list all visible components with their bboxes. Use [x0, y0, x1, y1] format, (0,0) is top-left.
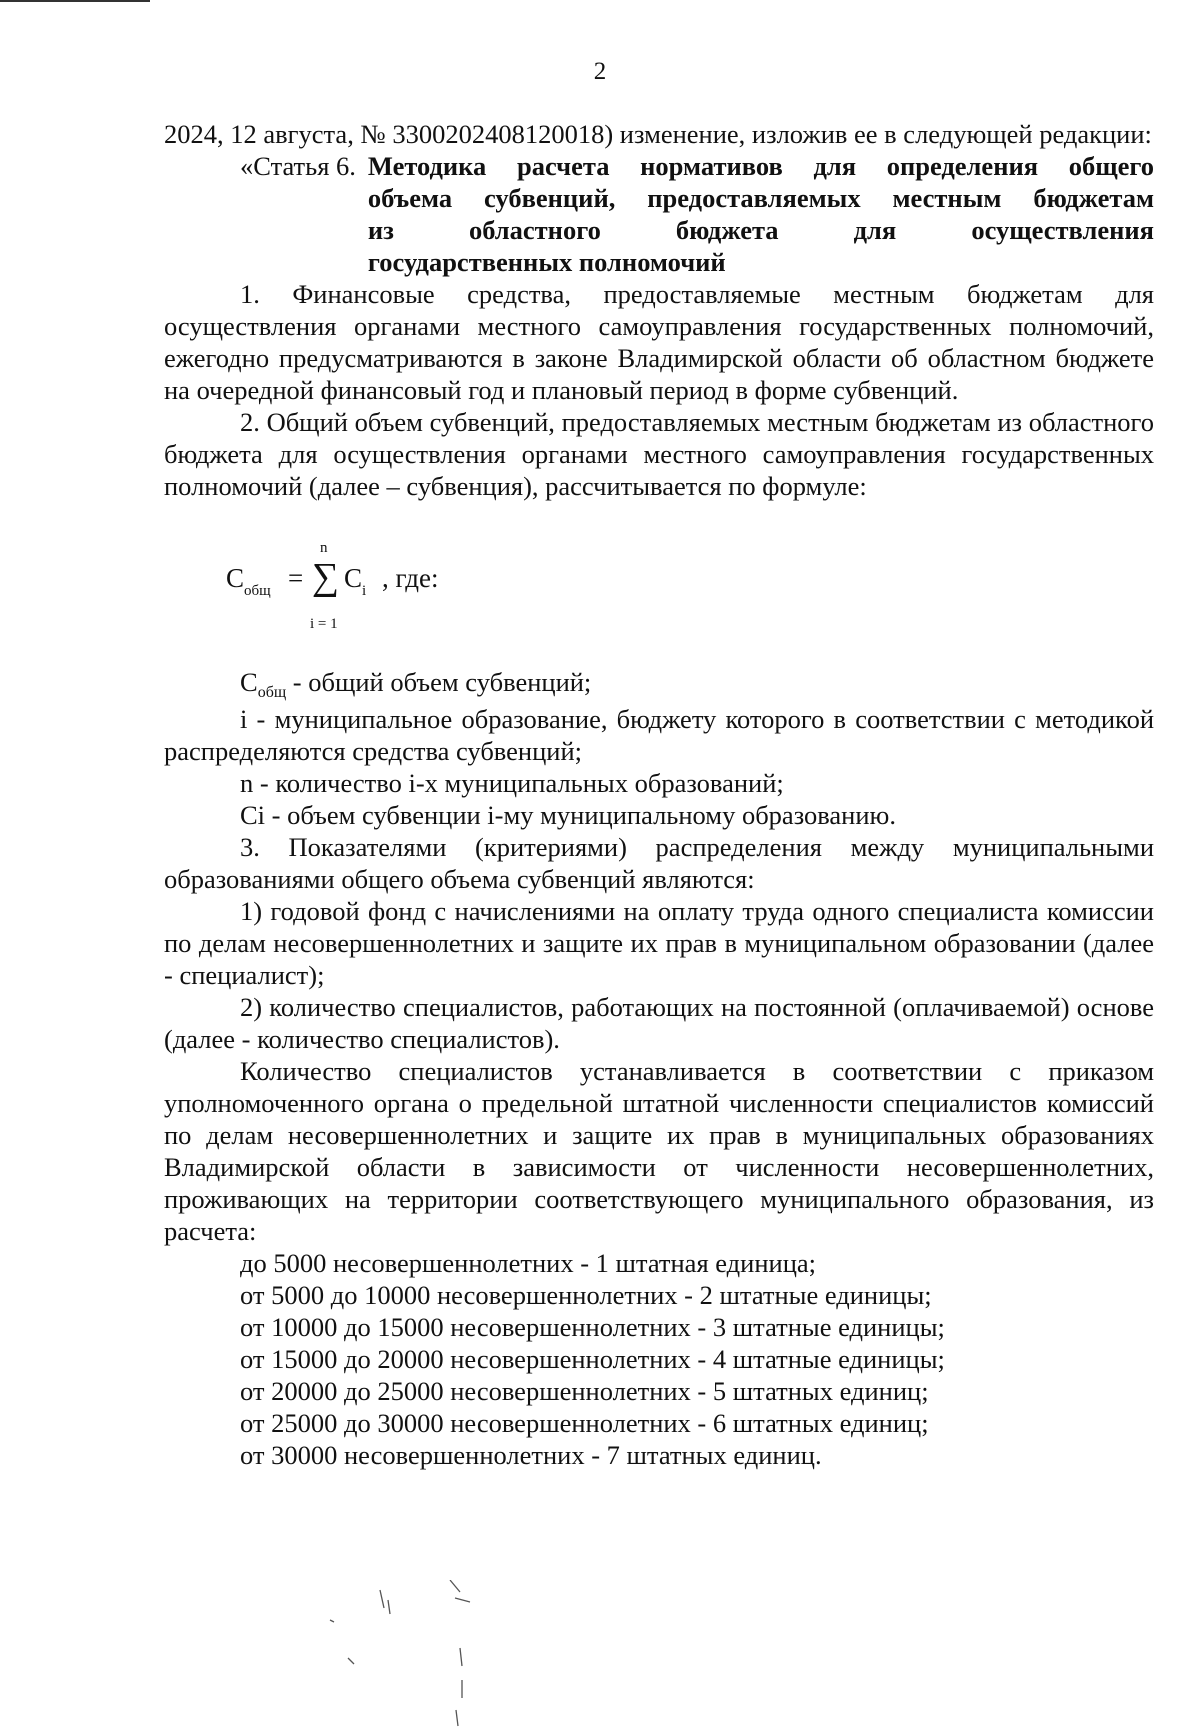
staff-list-item: от 25000 до 30000 несовершеннолетних - 6 штатных единиц;: [240, 1408, 929, 1438]
article-heading: [240, 150, 1154, 278]
definition-i: i - муниципальное образование, бюджету которого в соответствии с методикой распределяются средства субвенций;: [164, 704, 1154, 766]
article-title-line: объема субвенций, предоставляемых местным бюджетам: [367, 183, 1154, 213]
article-title-line: Методика расчета нормативов для определения общего: [367, 151, 1154, 181]
paragraph-2: 2. Общий объем субвенций, предоставляемых местным бюджетам из областного бюджета для осуществления органами местного самоуправления государственных полномочий (далее – субвенция), рассчитывается по формуле:: [164, 407, 1154, 501]
article-title-line: государственных полномочий: [367, 247, 726, 277]
sum-lower-limit: i = 1: [310, 616, 338, 632]
paragraph-4: Количество специалистов устанавливается в соответствии с приказом уполномоченного органа о предельной штатной численности специалистов комиссий по делам несовершеннолетних и защите их прав в муниципальных образованиях Владимирской области в зависимости от численности несовершеннолетних, проживающих на территории соответствующего муниципального образования, из расчета:: [164, 1056, 1154, 1246]
article-number: «Статья 6.: [240, 151, 356, 181]
definition-total: $C_{общ}$ - общий объем субвенций;: [240, 667, 592, 701]
formula-term: $C_i$: [344, 563, 367, 599]
article-title-line: из областного бюджета для осуществления: [367, 215, 1154, 245]
sigma-icon: ∑: [312, 556, 340, 598]
sum-upper-limit: n: [320, 540, 328, 556]
definition-ci: Ci - объем субвенции i-му муниципальному образованию.: [240, 800, 896, 830]
formula-lhs: $C_{общ}$: [226, 563, 271, 599]
criterion-2: 2) количество специалистов, работающих на постоянной (оплачиваемой) основе (далее - количество специалистов).: [164, 992, 1154, 1054]
paragraph-3: 3. Показателями (критериями) распределения между муниципальными образованиями общего объема субвенций являются:: [164, 832, 1154, 894]
formula-suffix: , где:: [382, 563, 439, 593]
staff-list-item: от 10000 до 15000 несовершеннолетних - 3 штатные единицы;: [240, 1312, 945, 1342]
formula: [226, 532, 1154, 644]
intro-paragraph: 2024, 12 августа, № 3300202408120018) изменение, изложив ее в следующей редакции:: [164, 119, 1152, 149]
staff-list-item: от 5000 до 10000 несовершеннолетних - 2 штатные единицы;: [240, 1280, 932, 1310]
formula-term-subscript: i: [362, 583, 367, 599]
document-body: [164, 118, 1154, 1471]
staff-list-item: от 20000 до 25000 несовершеннолетних - 5 штатных единиц;: [240, 1376, 929, 1406]
formula-equals: =: [288, 563, 304, 593]
top-border-line: [0, 0, 150, 2]
page-number: 2: [593, 58, 607, 85]
staff-list-item: от 15000 до 20000 несовершеннолетних - 4 штатные единицы;: [240, 1344, 945, 1374]
signature-marks: [300, 1580, 500, 1730]
staff-list-item: до 5000 несовершеннолетних - 1 штатная единица;: [240, 1248, 816, 1278]
staff-list-item: от 30000 несовершеннолетних - 7 штатных единиц.: [240, 1440, 822, 1470]
formula-lhs-subscript: общ: [244, 583, 271, 599]
article-title: [368, 150, 1154, 278]
definition-n: n - количество i-х муниципальных образований;: [240, 768, 784, 798]
paragraph-1: 1. Финансовые средства, предоставляемые местным бюджетам для осуществления органами местного самоуправления государственных полномочий, ежегодно предусматриваются в законе Владимирской области об областном бюджете на очередной финансовый год и плановый период в форме субвенций.: [164, 279, 1154, 405]
criterion-1: 1) годовой фонд с начислениями на оплату труда одного специалиста комиссии по делам несовершеннолетних и защите их прав в муниципальном образовании (далее - специалист);: [164, 896, 1154, 990]
